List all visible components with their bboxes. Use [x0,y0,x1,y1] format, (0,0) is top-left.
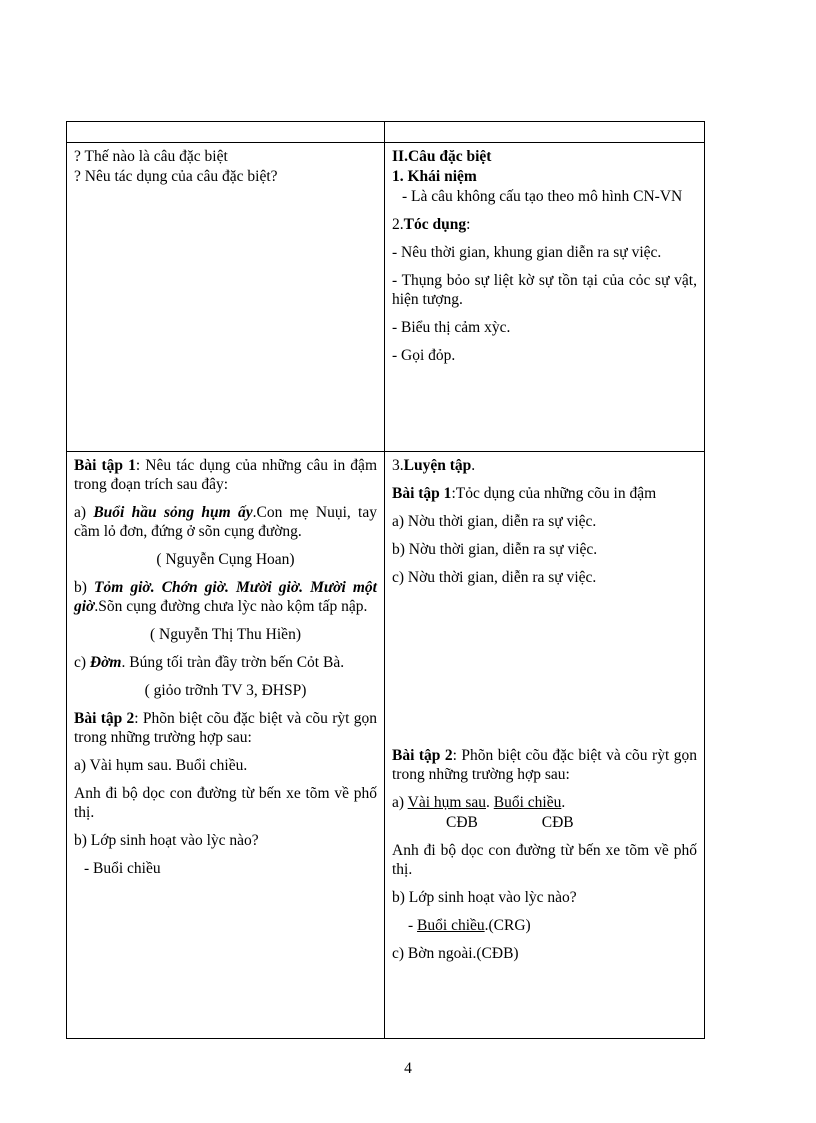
exercise-2-prompt: Bài tập 2: Phõn biệt cõu đặc biệt và cõu rỳt gọn trong những trường hợp sau: [74,710,377,746]
source-citation: ( giỏo trỡnh TV 3, ĐHSP) [144,682,307,699]
source-citation: ( Nguyễn Thị Thu Hiền) [150,626,301,643]
exercise-1-a: a) Buổi hầu sỏng hụm ấy.Con mẹ Nuụi, tay cầm lỏ đơn, đứng ở sõn cụng đường. [74,504,377,540]
source-citation: ( Nguyễn Cụng Hoan) [156,551,295,568]
answers-cell [385,143,705,452]
exercise-1-b: b) Tỏm giờ. Chớn giờ. Mười giờ. Mười một giờ.Sõn cụng đường chưa lỳc nào kộm tấp nập. [74,579,377,615]
exercise-2-a-line2: Anh đi bộ dọc con đường từ bến xe tõm về phố thị. [74,785,377,821]
solution-2-b-answer: - Buổi chiều.(CRG) [408,917,531,934]
page-number: 4 [404,1060,412,1077]
solution-1-item: b) Nờu thời gian, diễn ra sự việc. [392,541,598,558]
header-cell-left [67,122,385,143]
solution-2-c: c) Bờn ngoài.(CĐB) [392,945,519,962]
usage-item: - Nêu thời gian, khung gian diễn ra sự việc. [392,244,662,261]
solution-2-a-line2: Anh đi bộ dọc con đường từ bến xe tõm về phố thị. [392,842,697,878]
solution-2-a: a) Vài hụm sau. Buổi chiều. [392,794,566,811]
tag-cdb: CĐB [541,814,574,831]
solution-1-prompt: Bài tập 1:Tỏc dụng của những cõu in đậm [392,485,657,502]
subheading-usage: 2.Tóc dụng: [392,216,471,233]
table-row [67,143,705,452]
tag-cdb: CĐB [446,814,478,831]
exercise-cell [67,452,385,1039]
solution-2-a-tags [392,813,697,832]
usage-item: - Thụng bỏo sự liệt kờ sự tồn tại của cỏc sự vật, hiện tượng. [392,272,697,308]
section-heading: II.Câu đặc biệt [392,148,492,165]
table-row [67,452,705,1039]
solution-2-b: b) Lớp sinh hoạt vào lỳc nào? [392,889,577,906]
header-cell-right [385,122,705,143]
exercise-2-b-answer: - Buổi chiều [84,860,161,877]
solution-1-item: c) Nờu thời gian, diễn ra sự việc. [392,569,597,586]
usage-item: - Biểu thị cảm xỳc. [392,319,511,336]
exercise-2-b: b) Lớp sinh hoạt vào lỳc nào? [74,832,259,849]
blank-space [392,596,697,746]
exercise-1-c: c) Đờm. Búng tối tràn đầy trờn bến Cỏt Bà. [74,654,345,671]
definition: - Là câu không cấu tạo theo mô hình CN-VN [402,188,683,205]
header-row [67,122,705,143]
question-1: ? Thế nào là câu đặc biệt [74,148,228,165]
content-table [66,121,705,1039]
solution-cell [385,452,705,1039]
solution-1-item: a) Nờu thời gian, diễn ra sự việc. [392,513,597,530]
solution-2-prompt: Bài tập 2: Phõn biệt cõu đặc biệt và cõu rỳt gọn trong những trường hợp sau: [392,747,697,783]
questions-cell [67,143,385,452]
subheading-concept: 1. Khái niệm [392,168,477,185]
usage-item: - Gọi đỏp. [392,347,456,364]
practice-heading: 3.Luyện tập. [392,457,476,474]
question-2: ? Nêu tác dụng của câu đặc biệt? [74,168,278,185]
exercise-2-a: a) Vài hụm sau. Buổi chiều. [74,757,248,774]
exercise-1-prompt: Bài tập 1: Nêu tác dụng của những câu in đậm trong đoạn trích sau đây: [74,457,377,493]
